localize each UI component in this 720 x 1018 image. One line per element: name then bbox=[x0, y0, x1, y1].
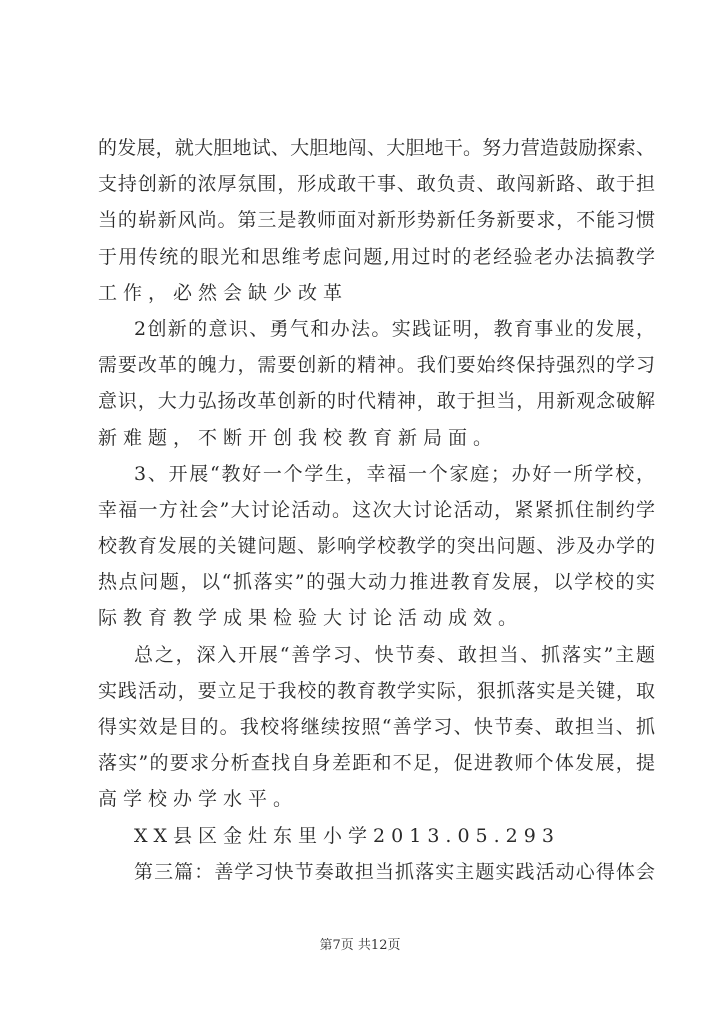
text-line: 2创新的意识、勇气和办法。实践证明，教育事业的发展， bbox=[134, 317, 655, 340]
text-line: 实践活动，要立足于我校的教育教学实际，狠抓落实是关键，取 bbox=[98, 679, 655, 702]
paragraph bbox=[98, 854, 655, 890]
text-line: 际教育教学成果检验大讨论活动成效。 bbox=[98, 607, 524, 630]
text-line: 幸福一方社会”大讨论活动。这次大讨论活动，紧紧抓住制约学 bbox=[98, 498, 655, 521]
text-line: 热点问题，以“抓落实”的强大动力推进教育发展，以学校的实 bbox=[98, 571, 655, 594]
paragraph bbox=[98, 456, 655, 637]
text-line: 第三篇：善学习快节奏敢担当抓落实主题实践活动心得体会 bbox=[134, 860, 655, 883]
text-line: 总之，深入开展“善学习、快节奏、敢担当、抓落实”主题 bbox=[134, 643, 655, 666]
text-line: XX县区金灶东里小学2013.05.293 bbox=[134, 824, 560, 847]
text-line: 的发展，就大胆地试、大胆地闯、大胆地干。努力营造鼓励探索、 bbox=[98, 137, 655, 159]
paragraph bbox=[98, 818, 655, 854]
text-line: 新难题，不断开创我校教育新局面。 bbox=[98, 426, 499, 449]
document-body bbox=[98, 130, 655, 890]
text-line: 落实”的要求分析查找自身差距和不足，促进教师个体发展，提 bbox=[98, 752, 655, 775]
paragraph bbox=[98, 130, 655, 311]
text-line: 支持创新的浓厚氛围，形成敢干事、敢负责、敢闯新路、敢于担 bbox=[98, 173, 655, 196]
paragraph bbox=[98, 311, 655, 456]
text-line: 3、开展“教好一个学生，幸福一个家庭；办好一所学校， bbox=[134, 462, 655, 485]
text-line: 需要改革的魄力，需要创新的精神。我们要始终保持强烈的学习 bbox=[98, 354, 655, 377]
page-footer: 第7页 共12页 bbox=[319, 938, 401, 953]
text-line: 校教育发展的关键问题、影响学校教学的突出问题、涉及办学的 bbox=[98, 535, 655, 558]
text-line: 高学校办学水平。 bbox=[98, 788, 299, 811]
text-line: 意识，大力弘扬改革创新的时代精神，敢于担当，用新观念破解 bbox=[98, 390, 655, 413]
paragraph bbox=[98, 637, 655, 818]
text-line: 于用传统的眼光和思维考虑问题,用过时的老经验老办法搞教学 bbox=[98, 245, 655, 268]
text-line: 得实效是目的。我校将继续按照“善学习、快节奏、敢担当、抓 bbox=[98, 716, 655, 738]
text-line: 工作，必然会缺少改革 bbox=[98, 281, 349, 304]
text-line: 当的崭新风尚。第三是教师面对新形势新任务新要求，不能习惯 bbox=[98, 209, 655, 232]
